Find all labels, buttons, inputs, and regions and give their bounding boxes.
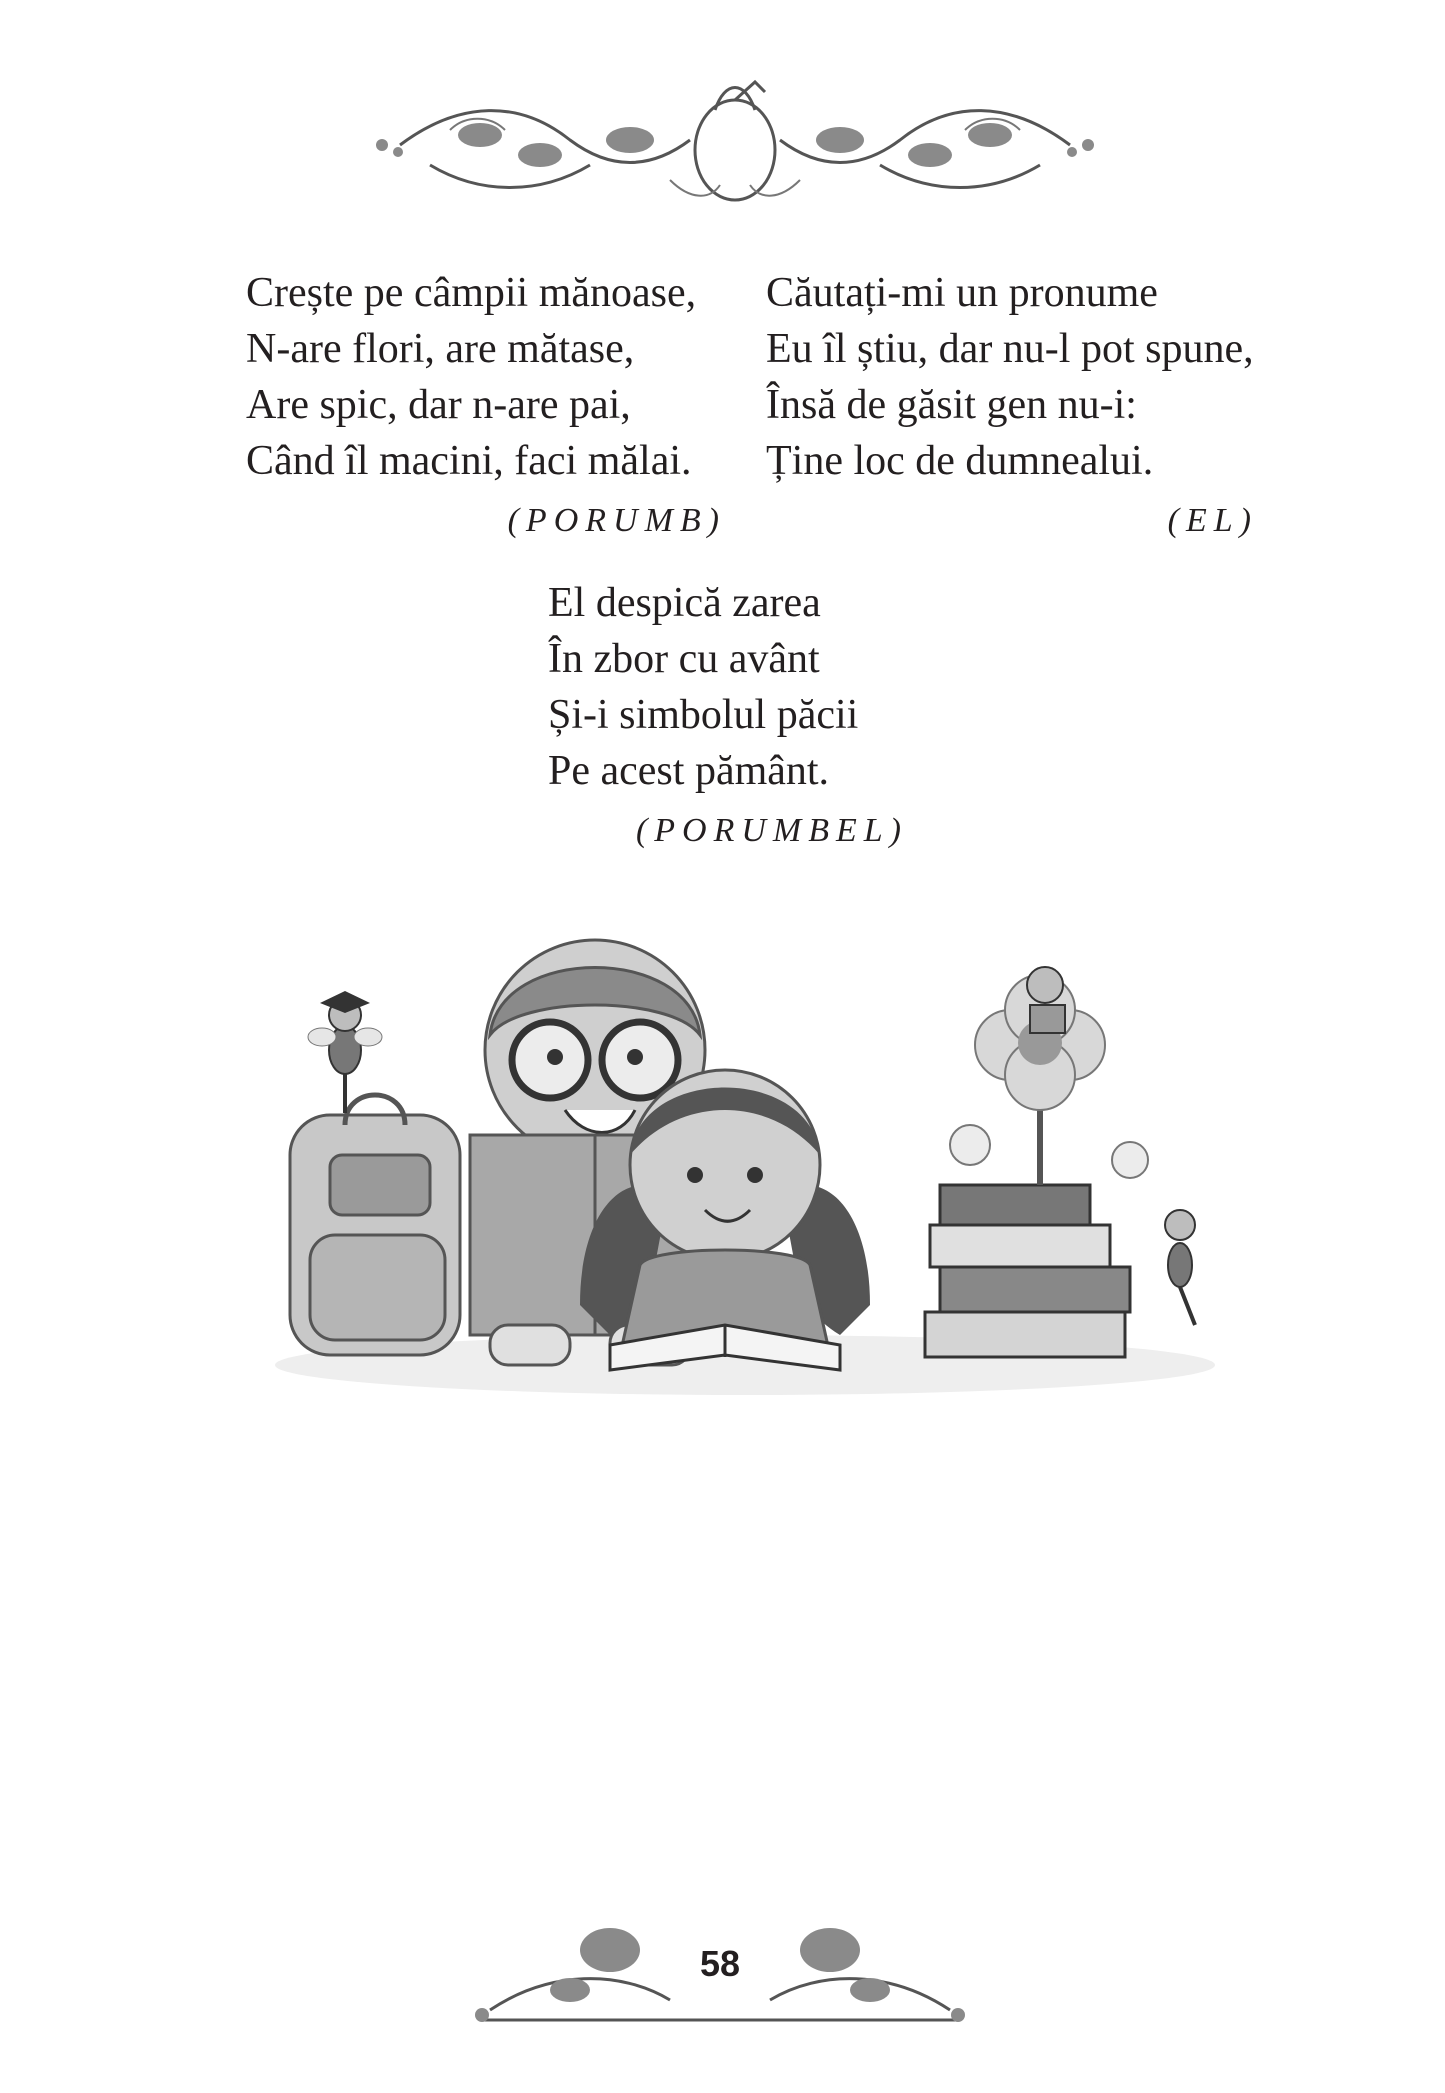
- riddle-answer: (PORUMB): [507, 502, 726, 539]
- riddle-porumb: [246, 265, 726, 549]
- riddle-line: El despică zarea: [548, 580, 821, 626]
- riddle-line: Și-i simbolul păcii: [548, 692, 859, 738]
- riddle-line: Eu îl știu, dar nu-l pot spune,: [766, 326, 1254, 372]
- bee-on-books-image: [1165, 1210, 1195, 1325]
- kids-reading-illustration: [250, 925, 1240, 1415]
- riddle-line: Ține loc de dumnealui.: [766, 438, 1154, 484]
- riddle-line: Pe acest pământ.: [548, 748, 830, 794]
- riddle-porumbel: [548, 575, 908, 859]
- riddle-el: [766, 265, 1258, 549]
- riddle-answer: (PORUMBEL): [635, 812, 908, 849]
- riddle-line: Însă de găsit gen nu-i:: [766, 382, 1137, 428]
- riddle-line: În zbor cu avânt: [548, 636, 820, 682]
- top-floral-ornament: [370, 70, 1100, 220]
- book-stack-image: [925, 1185, 1130, 1357]
- backpack-image: [290, 1095, 460, 1355]
- riddle-line: Crește pe câmpii mănoase,: [246, 270, 697, 316]
- page-number: 58: [699, 1943, 741, 1984]
- riddle-line: Căutați-mi un pronume: [766, 270, 1158, 316]
- riddle-line: Are spic, dar n-are pai,: [246, 382, 631, 428]
- riddle-line: Când îl macini, faci mălai.: [246, 438, 692, 484]
- riddle-line: N-are flori, are mătase,: [246, 326, 635, 372]
- riddle-answer: (EL): [1167, 502, 1258, 539]
